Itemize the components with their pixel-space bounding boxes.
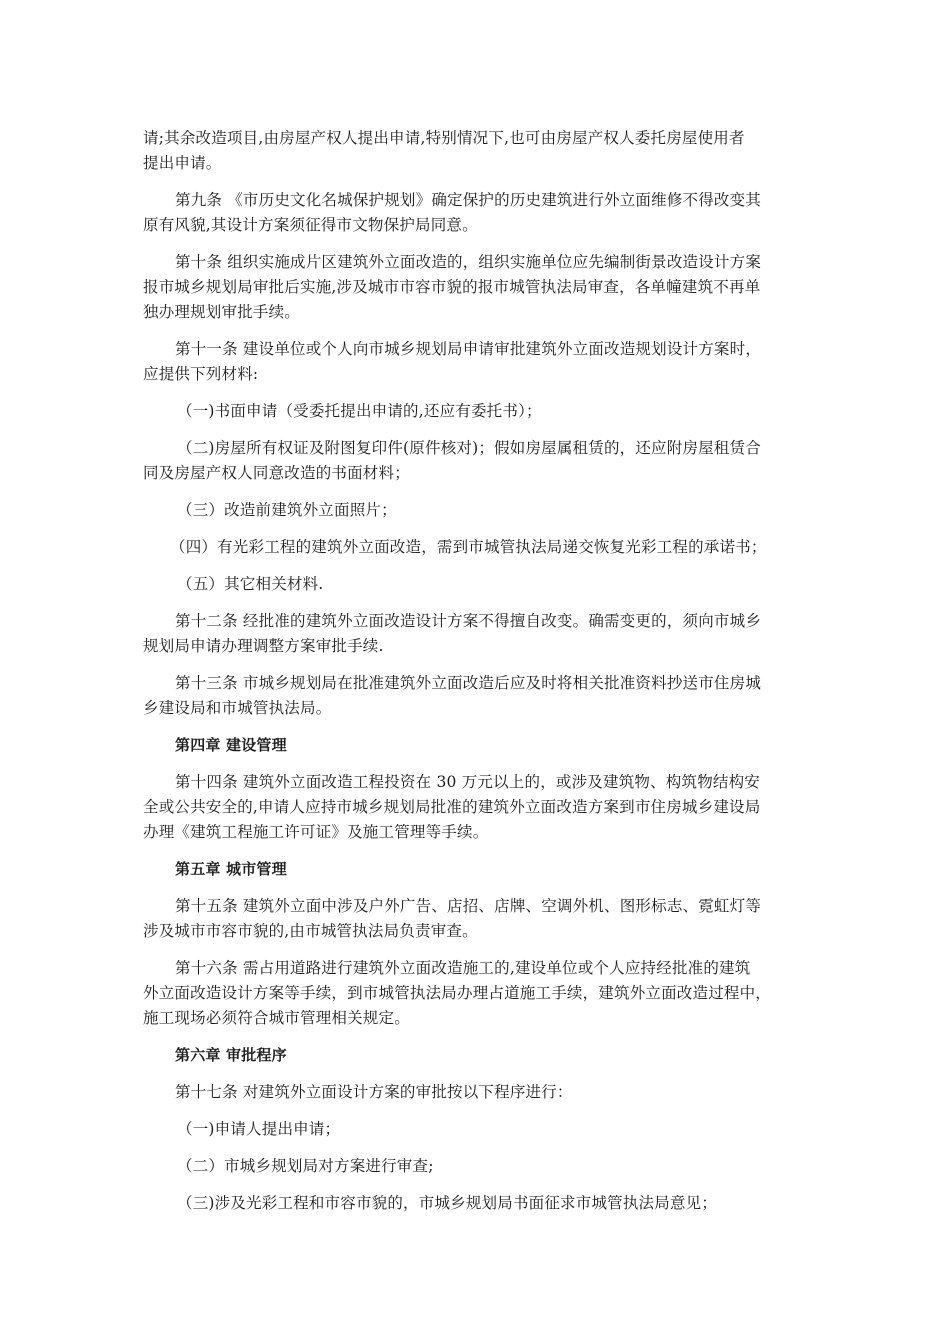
chapter-heading: 第四章 建设管理 [175, 736, 287, 754]
text-line: 全或公共安全的,申请人应持市城乡规划局批准的建筑外立面改造方案到市住房城乡建设局 [143, 798, 761, 816]
article-9: 第九条 《市历史文化名城保护规划》确定保护的历史建筑进行外立面维修不得改变其 [175, 191, 762, 209]
list-item: （一)书面申请（受委托提出申请的,还应有委托书）； [177, 402, 542, 420]
text-line: 原有风貌,其设计方案须征得市文物保护局同意。 [143, 216, 478, 234]
text-line: 同及房屋产权人同意改造的书面材料； [143, 464, 410, 482]
text-line: 乡建设局和市城管执法局。 [143, 699, 332, 717]
article-15: 第十五条 建筑外立面中涉及户外广告、店招、店牌、空调外机、图形标志、霓虹灯等 [175, 897, 762, 915]
list-item: （二）市城乡规划局对方案进行审查; [177, 1157, 434, 1175]
chapter-heading: 第五章 城市管理 [175, 860, 287, 878]
text-line: 报市城乡规划局审批后实施,涉及城市市容市貌的报市城管执法局审查，各单幢建筑不再单 [143, 278, 761, 296]
text-line: 提出申请。 [143, 154, 222, 172]
text-line: 请;其余改造项目,由房屋产权人提出申请,特别情况下,也可由房屋产权人委托房屋使用者 [143, 129, 745, 147]
text-line: 外立面改造设计方案等手续，到市城管执法局办理占道施工手续，建筑外立面改造过程中， [143, 984, 772, 1002]
chapter-heading: 第六章 审批程序 [175, 1046, 287, 1064]
list-item: （二)房屋所有权证及附图复印件(原件核对)；假如房屋属租赁的，还应附房屋租赁合 [177, 439, 761, 457]
text-line: 应提供下列材料: [143, 365, 259, 383]
list-item: （五）其它相关材料. [177, 575, 324, 593]
text-line: 规划局申请办理调整方案审批手续. [143, 637, 384, 655]
text-line: 办理《建筑工程施工许可证》及施工管理等手续。 [143, 823, 489, 841]
list-item: （一)申请人提出申请； [177, 1120, 341, 1138]
text-line: 涉及城市市容市貌的,由市城管执法局负责审查。 [143, 922, 478, 940]
article-13: 第十三条 市城乡规划局在批准建筑外立面改造后应及时将相关批准资料抄送市住房城 [175, 674, 762, 692]
text-line: 独办理规划审批手续。 [143, 303, 301, 321]
article-17: 第十七条 对建筑外立面设计方案的审批按以下程序进行： [175, 1083, 573, 1101]
article-16: 第十六条 需占用道路进行建筑外立面改造施工的,建设单位或个人应持经批准的建筑 [175, 959, 751, 977]
list-item: （四）有光彩工程的建筑外立面改造，需到市城管执法局递交恢复光彩工程的承诺书； [170, 538, 767, 556]
article-12: 第十二条 经批准的建筑外立面改造设计方案不得擅自改变。确需变更的，须向市城乡 [175, 612, 762, 630]
article-10: 第十条 组织实施成片区建筑外立面改造的，组织实施单位应先编制街景改造设计方案 [175, 253, 762, 271]
article-11: 第十一条 建设单位或个人向市城乡规划局申请审批建筑外立面改造规划设计方案时， [175, 340, 762, 358]
text-line: 施工现场必须符合城市管理相关规定。 [143, 1009, 410, 1027]
article-14: 第十四条 建筑外立面改造工程投资在 30 万元以上的，或涉及建筑物、构筑物结构安 [175, 773, 761, 791]
list-item: （三）改造前建筑外立面照片； [177, 501, 397, 519]
list-item: （三)涉及光彩工程和市容市貌的，市城乡规划局书面征求市城管执法局意见； [177, 1194, 718, 1212]
